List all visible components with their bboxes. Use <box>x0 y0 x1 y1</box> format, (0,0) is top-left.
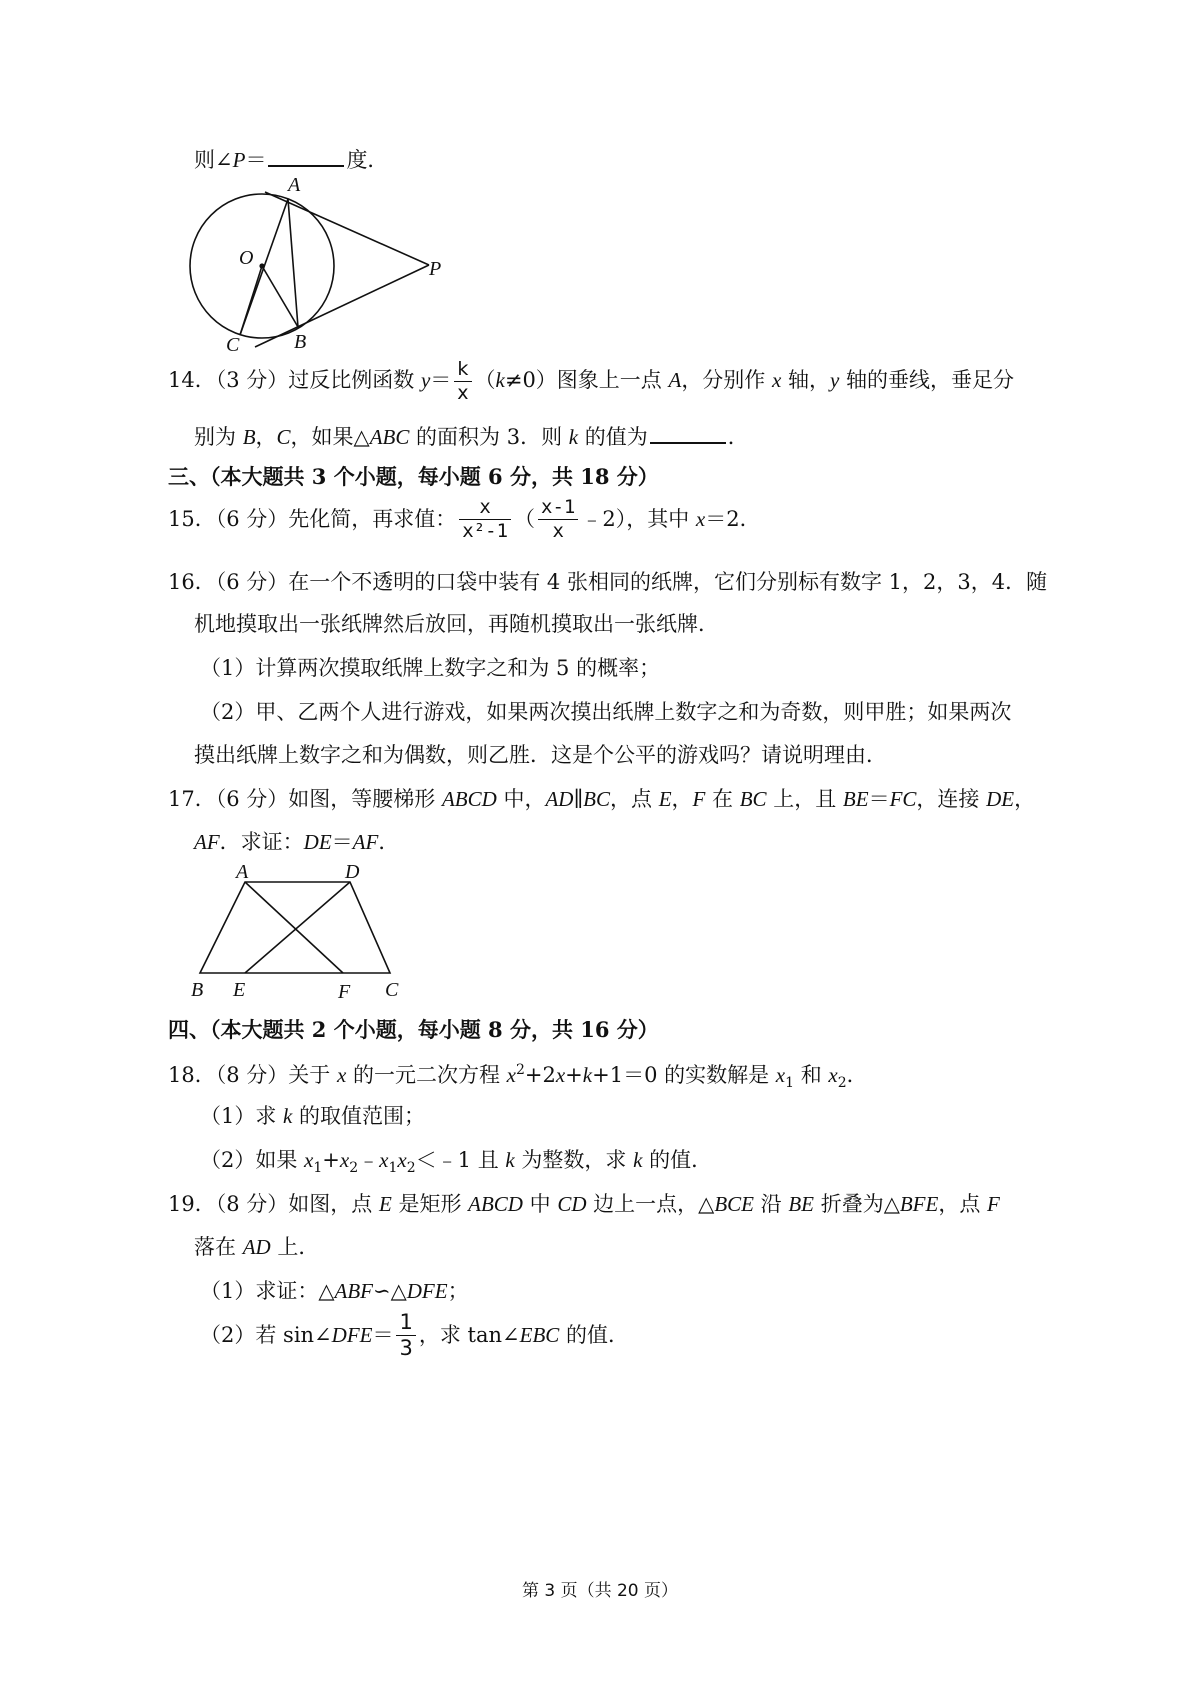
q17-eq: ＝ <box>868 787 890 811</box>
q18-s1-a: （1）求 <box>200 1104 284 1128</box>
q17-eq2: ＝ <box>331 830 353 854</box>
q17-be: BE <box>842 787 869 811</box>
q14-text2: 轴， <box>781 368 831 392</box>
q18-s2-sub1: 1 <box>313 1160 323 1177</box>
tangent-pb <box>255 265 429 347</box>
q14-abc: ABC <box>369 425 410 449</box>
q17-t3: 在 <box>705 787 740 811</box>
q18-sup: 2 <box>515 1062 525 1078</box>
q18-x2: x <box>828 1063 838 1087</box>
label-a: A <box>288 175 301 196</box>
q18-end: ． <box>846 1063 868 1087</box>
q19-be: BE <box>788 1192 815 1216</box>
q19-sub1 <box>200 1281 469 1302</box>
q19-frac-num: 1 <box>399 1310 413 1334</box>
q18-s2-sub3: 1 <box>388 1160 398 1177</box>
q18-s2-end: 的值． <box>642 1148 713 1172</box>
q19-number: 19．（8 分）如图，点 <box>168 1192 379 1216</box>
q18-s2-x4: x <box>397 1148 407 1172</box>
q14-text3: 轴的垂线，垂足分 <box>839 368 1015 392</box>
q18-s2-lt: ＜﹣1 且 <box>415 1148 506 1172</box>
q18-number: 18．（8 分）关于 <box>168 1063 337 1087</box>
q15-paren: （ <box>514 507 536 531</box>
q17-af: AF <box>194 830 220 854</box>
q14-y: y <box>420 368 431 392</box>
q14-paren: （ <box>474 368 496 392</box>
q18-s1-k: k <box>283 1104 293 1128</box>
q19-s2-dfe: DFE <box>331 1323 373 1347</box>
label-e: E <box>233 979 246 1001</box>
q19-t4: 沿 <box>754 1192 789 1216</box>
q16-line2: 机地摸取出一张纸牌然后放回，再随机摸取出一张纸牌． <box>194 612 719 636</box>
q18-eq-rest: +1＝0 的实数解是 <box>592 1063 776 1087</box>
section-3-title: 三、（本大题共 3 个小题，每小题 6 分，共 18 分） <box>168 464 659 489</box>
q18-s2-x1: x <box>304 1148 314 1172</box>
label-c: C <box>226 334 240 355</box>
q14-line2 <box>194 424 749 448</box>
q14-comma: ， <box>255 425 277 449</box>
q15-f2-num: x-1 <box>541 496 576 518</box>
q17-e: E <box>658 787 672 811</box>
q19-t3: 边上一点，△ <box>586 1192 715 1216</box>
q15-x: x <box>695 507 706 531</box>
q17-line1 <box>168 789 1035 810</box>
q15-tail: ＝2． <box>705 507 761 531</box>
q13-circle-figure <box>185 175 465 355</box>
q14-fraction <box>454 360 471 403</box>
q15-fraction-2 <box>538 498 578 541</box>
q18-sub2 <box>200 1150 712 1175</box>
q19-l2-b: 上． <box>270 1235 320 1259</box>
q18-s2-sub2: 2 <box>349 1160 359 1177</box>
q18-s2-plus: + <box>322 1148 340 1172</box>
q19-s1-end: ； <box>447 1279 469 1303</box>
q14-point-c: C <box>276 425 291 449</box>
q17-abcd: ABCD <box>441 787 497 811</box>
q18-s2-minus: ﹣ <box>358 1148 380 1172</box>
q17-c2: ， <box>1014 787 1036 811</box>
q14-eq: ＝ <box>430 368 452 392</box>
q13-eq: ＝ <box>245 148 267 172</box>
q19-l2-a: 落在 <box>194 1235 243 1259</box>
q15-f1-num: x <box>479 496 491 518</box>
q18-s2-x2: x <box>339 1148 350 1172</box>
q19-frac-den: 3 <box>399 1336 413 1360</box>
page-footer: 第 3 页（共 20 页） <box>521 1581 679 1601</box>
label-c: C <box>385 979 399 1001</box>
label-f: F <box>338 981 351 1003</box>
q19-bce: BCE <box>714 1192 754 1216</box>
q17-bc: BC <box>583 787 610 811</box>
q16-sub1: （1）计算两次摸取纸牌上数字之和为 5 的概率； <box>200 656 661 680</box>
q18-and: 和 <box>794 1063 829 1087</box>
q14-blank <box>650 424 726 444</box>
segment-ob <box>262 266 298 327</box>
q17-t4: 上，且 <box>766 787 843 811</box>
q19-t1: 是矩形 <box>391 1192 469 1216</box>
q13-blank <box>268 147 344 167</box>
q19-s2-a: （2）若 sin∠ <box>200 1323 332 1347</box>
q17-t2: ，点 <box>610 787 659 811</box>
q18-s2-sub4: 2 <box>406 1160 416 1177</box>
q18-s2-x3: x <box>379 1148 389 1172</box>
q14-x: x <box>772 368 782 392</box>
q19-t2: 中 <box>522 1192 558 1216</box>
q19-abf: ABF <box>334 1279 373 1303</box>
q14-number: 14．（3 分）过反比例函数 <box>168 368 421 392</box>
q19-t6: ，点 <box>938 1192 988 1216</box>
q17-line2 <box>194 832 399 853</box>
label-a: A <box>236 861 249 883</box>
q14-k: k <box>495 368 505 392</box>
q14-text6: 的面积为 3．则 <box>409 425 569 449</box>
label-o: O <box>239 247 254 269</box>
q19-f: F <box>987 1192 1000 1216</box>
q19-t5: 折叠为△ <box>814 1192 900 1216</box>
q18-eq-x: x <box>506 1063 516 1087</box>
q19-ad: AD <box>242 1235 271 1259</box>
q17-af2: AF <box>352 830 379 854</box>
q18-sub1 <box>200 1106 425 1127</box>
q15-text: ﹣2），其中 <box>581 507 696 531</box>
q17-t1: 中， <box>496 787 546 811</box>
q15-f2-den: x <box>552 520 564 542</box>
q17-end: ． <box>378 830 400 854</box>
q18-x: x <box>336 1063 347 1087</box>
q18-eq-2: +2 <box>524 1063 556 1087</box>
q14-text7: 的值为 <box>578 425 648 449</box>
q19-dfe: DFE <box>406 1279 448 1303</box>
q18-eq-x2: x <box>555 1063 566 1087</box>
q14-text5: ，如果△ <box>290 425 370 449</box>
q13-text: 则∠ <box>194 148 233 172</box>
q19-s1-a: （1）求证：△ <box>200 1279 335 1303</box>
q17-number: 17．（6 分）如图，等腰梯形 <box>168 787 442 811</box>
q14-y2: y <box>830 368 840 392</box>
q17-de: DE <box>986 787 1015 811</box>
q15-fraction-1 <box>459 498 511 541</box>
segment-oc <box>240 266 262 335</box>
q17-prove: ．求证： <box>219 830 304 854</box>
q13-answer-line <box>194 147 388 171</box>
q18-s2-k: k <box>505 1148 515 1172</box>
q19-fraction <box>396 1312 415 1359</box>
q14-line1 <box>168 360 1014 403</box>
q16-line1: 16．（6 分）在一个不透明的口袋中装有 4 张相同的纸牌，它们分别标有数字 1，2，3，4．随 <box>168 570 1048 594</box>
q17-c1: ， <box>671 787 693 811</box>
section-4-title: 四、（本大题共 2 个小题，每小题 8 分，共 16 分） <box>168 1017 659 1042</box>
chord-ab <box>288 199 298 327</box>
q19-sub2 <box>200 1312 629 1359</box>
q15-f1-den: x²-1 <box>462 520 509 542</box>
q19-sim: ∽△ <box>373 1279 407 1303</box>
q18-eq-plus: + <box>565 1063 583 1087</box>
q18-sub2: 2 <box>837 1075 847 1092</box>
q19-line1 <box>168 1194 1000 1215</box>
q14-text4: 别为 <box>194 425 243 449</box>
q19-abcd: ABCD <box>468 1192 523 1216</box>
q18-s2-a: （2）如果 <box>200 1148 305 1172</box>
q19-line2 <box>194 1237 319 1258</box>
q19-cd: CD <box>557 1192 587 1216</box>
q14-k2: k <box>568 425 579 449</box>
q19-e: E <box>378 1192 392 1216</box>
q13-suffix: 度． <box>346 148 389 172</box>
q15-number: 15．（6 分）先化简，再求值： <box>168 507 457 531</box>
q14-end: ． <box>727 425 749 449</box>
q14-text1: ，分别作 <box>681 368 772 392</box>
q14-frac-num: k <box>457 358 469 380</box>
q16-sub2-line2: 摸出纸牌上数字之和为偶数，则乙胜．这是个公平的游戏吗？请说明理由． <box>194 743 887 767</box>
q15-line <box>168 498 761 541</box>
q18-s1-b: 的取值范围； <box>292 1104 426 1128</box>
label-b: B <box>191 979 204 1001</box>
q19-s2-end: 的值． <box>559 1323 629 1347</box>
q18-s2-mid: 为整数，求 <box>514 1148 634 1172</box>
q19-s2-eq: ＝ <box>372 1323 394 1347</box>
q18-x1: x <box>775 1063 786 1087</box>
label-b: B <box>294 331 307 353</box>
q16-sub2-line1: （2）甲、乙两个人进行游戏，如果两次摸出纸牌上数字之和为奇数，则甲胜；如果两次 <box>200 700 1012 724</box>
q17-fc: FC <box>889 787 917 811</box>
label-d: D <box>345 861 360 883</box>
q19-bfe: BFE <box>899 1192 939 1216</box>
q19-s2-ebc: EBC <box>519 1323 560 1347</box>
q17-de2: DE <box>303 830 332 854</box>
q17-ad: AD <box>545 787 574 811</box>
q13-var: P <box>232 148 246 172</box>
q17-bc2: BC <box>739 787 767 811</box>
q17-t5: ，连接 <box>916 787 987 811</box>
center-dot <box>259 263 264 268</box>
q18-eq-k: k <box>582 1063 593 1087</box>
q14-cond: ≠0）图象上一点 <box>504 368 669 392</box>
q14-point-a: A <box>668 368 682 392</box>
q18-sub1: 1 <box>785 1075 795 1092</box>
q14-frac-den: x <box>457 382 469 404</box>
q14-point-b: B <box>242 425 256 449</box>
q18-s2-k2: k <box>633 1148 643 1172</box>
label-p: P <box>429 258 442 280</box>
q19-s2-b: ，求 tan∠ <box>418 1323 520 1347</box>
q18-line1 <box>168 1063 868 1090</box>
q18-t1: 的一元二次方程 <box>346 1063 507 1087</box>
q17-parallel: ∥ <box>573 787 584 811</box>
q17-trapezoid-figure <box>185 860 425 1005</box>
q17-f: F <box>692 787 706 811</box>
